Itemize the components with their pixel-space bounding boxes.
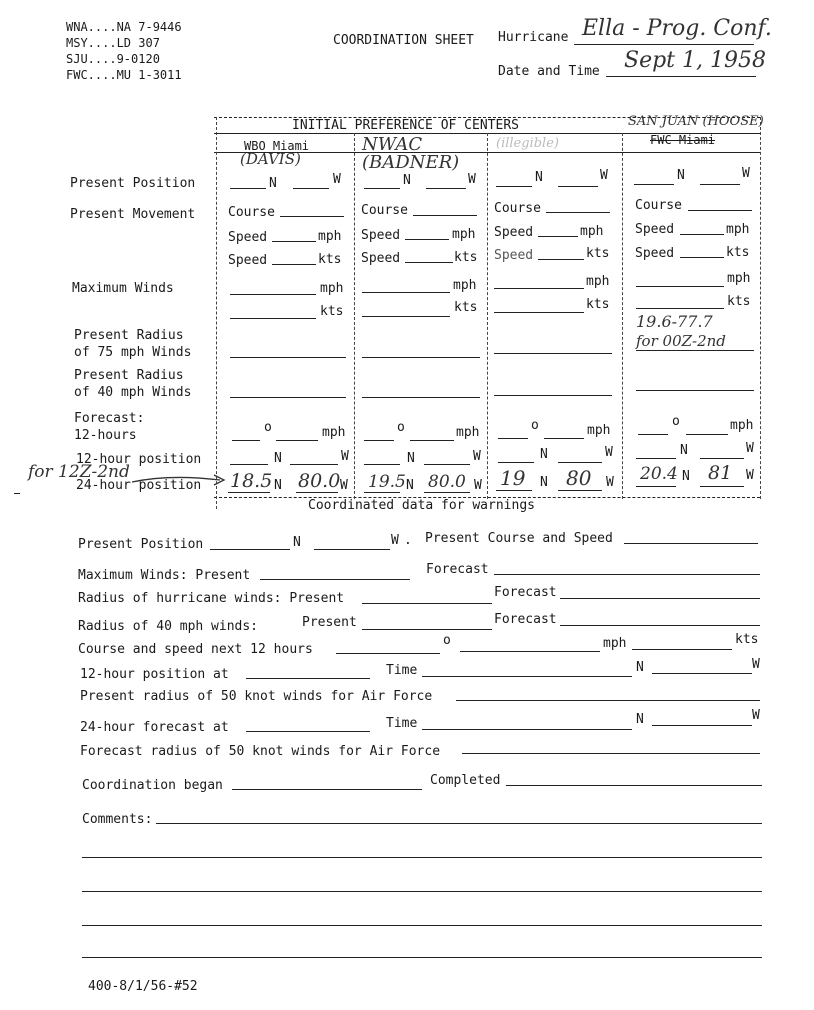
unit-label: N [636,660,644,675]
unit-label: Speed [635,246,675,261]
blank-line[interactable] [424,464,470,465]
field-label: 24-hour forecast at [80,720,229,735]
row-label: Maximum Winds [72,281,174,296]
form-number: 400-8/1/56-#52 [88,979,198,994]
blank-line[interactable] [688,210,752,211]
blank-line[interactable] [558,462,602,463]
unit-label: mph [322,425,346,440]
blank-line[interactable] [232,440,260,441]
blank-line[interactable] [560,598,760,599]
blank-line[interactable] [652,725,752,726]
blank-line[interactable] [422,676,632,677]
unit-label: W [605,445,613,460]
unit-label: mph [580,224,604,239]
degree-mark: o [531,418,539,433]
unit-label: mph [603,636,627,651]
blank-line[interactable] [700,486,744,487]
field-label: 12-hour position at [80,667,229,682]
field-label: Forecast [494,612,557,627]
blank-line[interactable] [230,318,316,319]
contact-line: SJU....9-0120 [66,52,160,66]
unit-label: N [680,443,688,458]
blank-line[interactable] [558,186,598,187]
unit-label: kts [735,632,759,647]
field-label: Course and speed next 12 hours [78,642,313,657]
unit-label: mph [452,227,476,242]
comments-label: Comments: [82,812,153,827]
column-header-handwritten: (DAVIS) [240,150,301,168]
blank-line[interactable] [272,264,316,265]
unit-label: mph [730,418,754,433]
margin-note: for 12Z-2nd [28,462,130,482]
blank-line[interactable] [546,212,610,213]
degree-mark: o [443,633,451,648]
unit-label: W [746,441,754,456]
row-label: Present Movement [70,207,196,222]
contact-line: WNA....NA 7-9446 [66,20,182,34]
blank-line[interactable] [686,434,728,435]
blank-line[interactable] [413,215,477,216]
blank-line[interactable] [636,308,724,309]
table-footer: Coordinated data for warnings [308,498,535,513]
blank-line[interactable] [230,188,266,189]
blank-line[interactable] [364,188,400,189]
comment-line[interactable] [82,891,762,892]
pos24-n-value: 19 [500,466,526,490]
contact-line: MSY....LD 307 [66,36,160,50]
unit-label: mph [727,271,751,286]
unit-label: Speed [228,253,268,268]
period: . [404,533,412,548]
blank-line[interactable] [506,785,762,786]
unit-label: W [606,475,614,490]
unit-label: W [340,478,348,493]
blank-line[interactable] [494,353,612,354]
unit-label: Course [494,201,541,216]
field-label: Present Course and Speed [425,531,613,546]
pos24-w-value: 80.0 [428,472,466,492]
field-label: Time [386,663,418,678]
blank-line[interactable] [405,262,453,263]
field-label: Forecast radius of 50 knot winds for Air Force [80,744,441,759]
unit-label: N [274,478,282,493]
blank-line[interactable] [636,286,724,287]
unit-label: N [535,170,543,185]
arrow-icon [130,470,230,490]
blank-line[interactable] [632,649,732,650]
unit-label: mph [318,229,342,244]
blank-line[interactable] [272,241,316,242]
blank-line[interactable] [636,458,676,459]
row-label: Present Radius [74,328,184,343]
row-label: Present Position [70,176,196,191]
unit-label: Speed [494,248,534,263]
blank-line[interactable] [494,574,760,575]
blank-line[interactable] [700,184,740,185]
blank-line[interactable] [426,188,466,189]
unit-label: kts [727,294,751,309]
blank-line[interactable] [424,492,470,493]
unit-label: N [293,535,301,550]
column-divider [354,133,355,499]
blank-line[interactable] [280,216,344,217]
blank-line[interactable] [364,440,394,441]
unit-label: W [333,172,341,187]
field-label: Forecast [426,562,489,577]
unit-label: mph [586,274,610,289]
blank-line[interactable] [290,464,338,465]
contact-line: FWC....MU 1-3011 [66,68,182,82]
sheet-title: COORDINATION SHEET [333,33,474,48]
blank-line[interactable] [634,184,674,185]
unit-label: W [742,166,750,181]
blank-line[interactable] [362,357,480,358]
unit-label: W [474,478,482,493]
blank-line[interactable] [498,438,528,439]
unit-label: N [403,173,411,188]
date-label: Date and Time [498,64,600,79]
comment-line[interactable] [156,823,762,824]
unit-label: Course [361,203,408,218]
unit-label: W [391,533,399,548]
blank-line[interactable] [362,316,450,317]
blank-line[interactable] [538,236,578,237]
row-label: of 75 mph Winds [74,345,192,360]
blank-line[interactable] [422,729,632,730]
radius-note: for 00Z-2nd [636,332,726,350]
blank-line[interactable] [362,603,492,604]
blank-line[interactable] [210,549,290,550]
unit-label: kts [318,252,342,267]
unit-label: mph [453,278,477,293]
blank-line[interactable] [496,490,532,491]
blank-line[interactable] [228,492,270,493]
radius-note: 19.6-77.7 [636,312,713,331]
blank-line[interactable] [230,357,346,358]
blank-line[interactable] [260,579,410,580]
blank-line[interactable] [362,397,480,398]
pos24-w-value: 80.0 [298,470,341,492]
field-label: Maximum Winds: Present [78,568,251,583]
row-label: of 40 mph Winds [74,385,192,400]
blank-line[interactable] [700,458,744,459]
unit-label: W [341,449,349,464]
blank-line[interactable] [652,673,752,674]
degree-mark: o [672,414,680,429]
unit-label: Course [228,205,275,220]
field-label: Present [302,615,357,630]
hurricane-label: Hurricane [498,30,569,45]
row-label: 12-hours [74,428,137,443]
hurricane-line [574,44,754,45]
column-divider [216,117,217,509]
row-label: Present Radius [74,368,184,383]
blank-line[interactable] [364,492,400,493]
unit-label: Speed [361,251,401,266]
blank-line[interactable] [498,462,534,463]
column-header-handwritten: SAN JUAN (HOOSE) [628,114,764,129]
blank-line[interactable] [538,259,584,260]
blank-line[interactable] [410,440,454,441]
unit-label: N [540,475,548,490]
unit-label: W [600,168,608,183]
blank-line[interactable] [246,678,370,679]
unit-label: Speed [228,230,268,245]
unit-label: N [682,469,690,484]
unit-label: mph [587,423,611,438]
unit-label: N [269,176,277,191]
margin-mark [14,493,20,494]
unit-label: kts [320,304,344,319]
unit-label: mph [456,425,480,440]
unit-label: W [752,708,760,723]
hurricane-value: Ella - Prog. Conf. [582,16,772,41]
degree-mark: o [264,420,272,435]
unit-label: N [406,478,414,493]
field-label: Completed [430,773,501,788]
blank-line[interactable] [496,186,532,187]
blank-line[interactable] [230,397,346,398]
blank-line[interactable] [232,789,422,790]
degree-mark: o [397,420,405,435]
unit-label: Course [635,198,682,213]
blank-line[interactable] [560,625,760,626]
blank-line[interactable] [494,312,584,313]
blank-line[interactable] [636,350,754,351]
blank-line[interactable] [624,543,758,544]
blank-line[interactable] [362,292,450,293]
table-title: INITIAL PREFERENCE OF CENTERS [292,118,519,133]
unit-label: N [274,451,282,466]
unit-label: W [473,449,481,464]
blank-line[interactable] [230,294,316,295]
unit-label: N [677,168,685,183]
column-divider [487,133,488,499]
blank-line[interactable] [462,753,760,754]
blank-line[interactable] [246,731,370,732]
pos24-n-value: 18.5 [230,470,273,492]
comment-line[interactable] [82,925,762,926]
unit-label: kts [586,246,610,261]
unit-label: Speed [635,222,675,237]
comment-line[interactable] [82,857,762,858]
unit-label: kts [726,245,750,260]
unit-label: kts [454,300,478,315]
blank-line[interactable] [293,188,329,189]
blank-line[interactable] [638,434,668,435]
field-label: Radius of 40 mph winds: [78,619,259,634]
blank-line[interactable] [296,492,338,493]
column-header-handwritten: NWAC (BADNER) [362,134,460,173]
date-value: Sept 1, 1958 [624,48,766,73]
column-header-typed: FWC Miami [650,133,716,147]
column-header-typed: WBO Miami [244,139,310,153]
blank-line[interactable] [456,700,760,701]
unit-label: N [407,451,415,466]
unit-label: mph [726,222,750,237]
blank-line[interactable] [362,629,492,630]
blank-line[interactable] [680,257,724,258]
blank-line[interactable] [314,549,390,550]
pos24-w-value: 81 [708,462,733,484]
field-label: Coordination began [82,778,223,793]
unit-label: Speed [494,225,534,240]
field-label: Present radius of 50 knot winds for Air Force [80,689,433,704]
comment-line[interactable] [82,957,762,958]
unit-label: kts [586,297,610,312]
blank-line[interactable] [276,440,318,441]
field-label: Present Position [78,537,204,552]
row-label: Forecast: [74,411,145,426]
unit-label: Speed [361,228,401,243]
unit-label: kts [454,250,478,265]
blank-line[interactable] [460,651,600,652]
pos24-n-value: 19.5 [368,472,406,492]
blank-line[interactable] [494,288,584,289]
unit-label: W [746,468,754,483]
field-label: Time [386,716,418,731]
blank-line[interactable] [558,490,602,491]
unit-label: N [540,447,548,462]
unit-label: W [752,657,760,672]
row-label: 12-hour position [76,452,202,467]
blank-line[interactable] [405,239,449,240]
unit-label: W [468,172,476,187]
date-line [606,76,756,77]
pos24-n-value: 20.4 [640,464,678,484]
blank-line[interactable] [636,390,754,391]
blank-line[interactable] [364,464,400,465]
blank-line[interactable] [230,464,268,465]
blank-line[interactable] [544,438,584,439]
blank-line[interactable] [680,234,724,235]
column-divider [622,133,623,499]
unit-label: mph [320,281,344,296]
column-header-handwritten: (illegible) [496,136,559,151]
column-divider [760,117,761,499]
unit-label: N [636,712,644,727]
field-label: Forecast [494,585,557,600]
blank-line[interactable] [336,653,440,654]
blank-line[interactable] [636,486,676,487]
row-label: 24-hour position [76,478,202,493]
pos24-w-value: 80 [566,466,592,490]
field-label: Radius of hurricane winds: Present [78,591,345,606]
blank-line[interactable] [494,395,612,396]
